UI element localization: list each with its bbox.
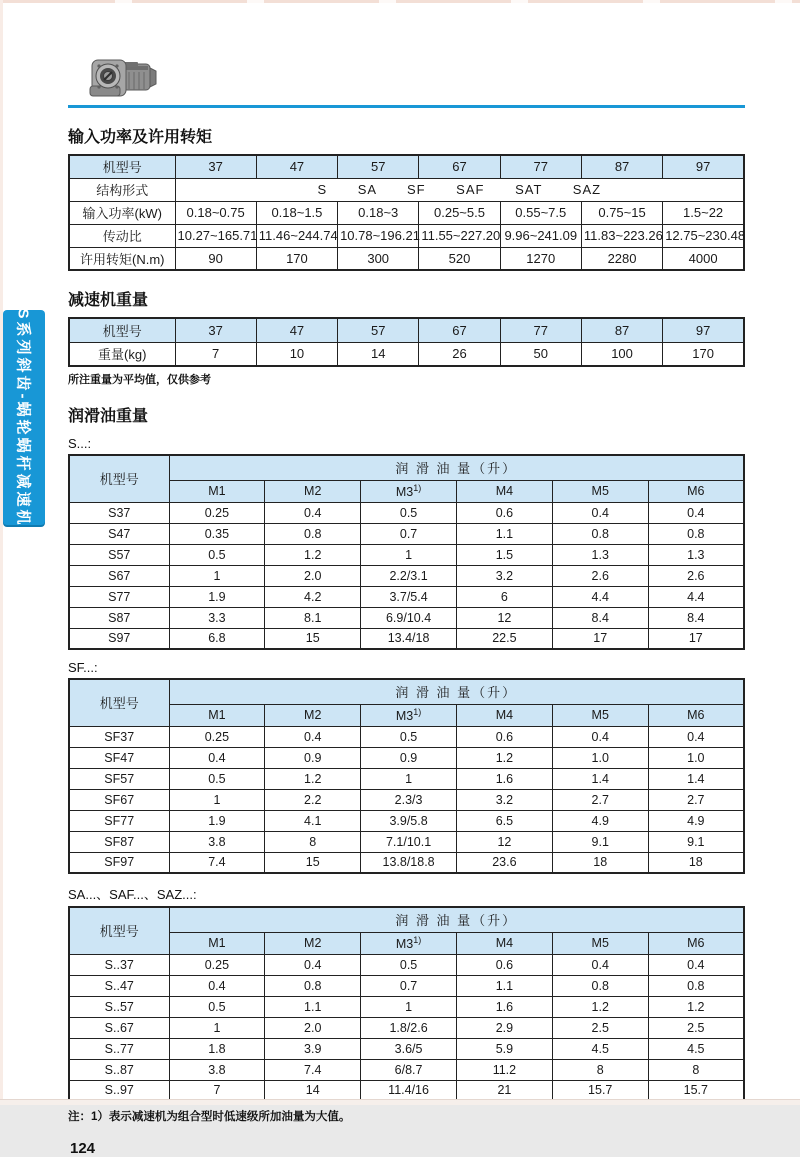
column-header-m1: M1 <box>169 480 265 502</box>
value-cell: 1.2 <box>648 996 744 1017</box>
value-cell: 0.18~3 <box>338 201 419 224</box>
section-title-oil: 润滑油重量 <box>68 408 149 425</box>
value-cell: 8 <box>648 1059 744 1080</box>
value-cell: 11.2 <box>456 1059 552 1080</box>
value-cell: 2.6 <box>552 565 648 586</box>
row-label-cell: SF97 <box>69 852 169 873</box>
value-cell: 0.9 <box>265 747 361 768</box>
section-title-weight: 减速机重量 <box>68 292 149 309</box>
value-cell: 0.6 <box>456 502 552 523</box>
value-cell: 12 <box>456 607 552 628</box>
value-cell: 18 <box>552 852 648 873</box>
table-row <box>69 1017 744 1038</box>
page-header <box>0 0 800 108</box>
gearbox-photo-icon <box>84 54 162 102</box>
value-cell: 0.4 <box>648 502 744 523</box>
row-label-cell: SF87 <box>69 831 169 852</box>
value-cell: 1.4 <box>648 768 744 789</box>
oil-table-label: SA...、SAF...、SAZ...: <box>68 887 197 902</box>
column-header-m6: M6 <box>648 704 744 726</box>
column-header-m2: M2 <box>265 932 361 954</box>
row-label-cell: S..47 <box>69 975 169 996</box>
column-header: 97 <box>663 155 744 178</box>
value-cell: 1 <box>169 565 265 586</box>
value-cell: 1.6 <box>456 996 552 1017</box>
oil-header-group-row <box>69 907 744 932</box>
column-header-m6: M6 <box>648 932 744 954</box>
oil-table <box>68 454 745 650</box>
column-header: 57 <box>338 155 419 178</box>
table-row <box>69 852 744 873</box>
value-cell: 2.2 <box>265 789 361 810</box>
power-table-header-row <box>69 155 744 178</box>
value-cell: 1.2 <box>456 747 552 768</box>
row-label-cell: 传动比 <box>69 224 175 247</box>
table-row <box>69 607 744 628</box>
row-label-cell: 重量(kg) <box>69 342 175 366</box>
bottom-edge-decoration <box>0 1099 800 1105</box>
table-row <box>69 502 744 523</box>
value-cell: 4.4 <box>648 586 744 607</box>
model-column-header: 机型号 <box>69 455 169 502</box>
value-cell: 3.2 <box>456 789 552 810</box>
row-label-cell: S..87 <box>69 1059 169 1080</box>
value-cell: 13.4/18 <box>361 628 457 649</box>
row-label-cell: S..97 <box>69 1080 169 1101</box>
table-row <box>69 789 744 810</box>
value-cell: 3.8 <box>169 1059 265 1080</box>
value-cell: 8.1 <box>265 607 361 628</box>
table-row <box>69 565 744 586</box>
value-cell: 0.7 <box>361 975 457 996</box>
row-label-cell: S77 <box>69 586 169 607</box>
value-cell: 11.46~244.74 <box>256 224 337 247</box>
value-cell: 6.5 <box>456 810 552 831</box>
table-row <box>69 1080 744 1101</box>
page-content <box>0 124 800 1157</box>
value-cell: 4.2 <box>265 586 361 607</box>
value-cell: 1.6 <box>456 768 552 789</box>
column-header-m5: M5 <box>552 932 648 954</box>
value-cell: 23.6 <box>456 852 552 873</box>
row-label-cell: S87 <box>69 607 169 628</box>
oil-quantity-header: 润 滑 油 量（升） <box>169 907 744 932</box>
value-cell: 15 <box>265 852 361 873</box>
table-row <box>69 586 744 607</box>
value-cell: 14 <box>338 342 419 366</box>
row-label-cell: 输入功率(kW) <box>69 201 175 224</box>
value-cell: 1.5 <box>456 544 552 565</box>
value-cell: 0.5 <box>361 726 457 747</box>
value-cell: 15.7 <box>648 1080 744 1101</box>
table-row <box>69 831 744 852</box>
value-cell: 7.1/10.1 <box>361 831 457 852</box>
value-cell: 1 <box>361 544 457 565</box>
value-cell: 0.5 <box>361 502 457 523</box>
value-cell: 0.18~1.5 <box>256 201 337 224</box>
row-label-cell: SF47 <box>69 747 169 768</box>
value-cell: 12 <box>456 831 552 852</box>
value-cell: 26 <box>419 342 500 366</box>
oil-table-label: SF...: <box>68 660 98 675</box>
value-cell: 0.5 <box>361 954 457 975</box>
value-cell: 4.5 <box>552 1038 648 1059</box>
table-row <box>69 224 744 247</box>
column-header: 97 <box>663 318 744 342</box>
value-cell: 1.1 <box>265 996 361 1017</box>
value-cell: 11.83~223.26 <box>581 224 662 247</box>
table-row <box>69 954 744 975</box>
value-cell: 3.2 <box>456 565 552 586</box>
value-cell: 0.4 <box>169 975 265 996</box>
oil-header-group-row <box>69 455 744 480</box>
oil-section <box>68 660 745 874</box>
value-cell: 2.6 <box>648 565 744 586</box>
value-cell: 2.0 <box>265 1017 361 1038</box>
header-rule <box>68 105 745 108</box>
oil-footnote: 注：1）表示减速机为组合型时低速级所加油量为大值。 <box>68 1111 351 1123</box>
value-cell: 3.3 <box>169 607 265 628</box>
value-cell: 1.2 <box>265 544 361 565</box>
value-cell: 15 <box>265 628 361 649</box>
column-header: 47 <box>256 155 337 178</box>
chapter-tab-label: S系列斜齿-蜗轮蜗杆减速机 <box>14 307 32 528</box>
oil-section <box>68 436 745 650</box>
value-cell: 4.9 <box>648 810 744 831</box>
value-cell: 2.9 <box>456 1017 552 1038</box>
value-cell: 11.4/16 <box>361 1080 457 1101</box>
table-row <box>69 628 744 649</box>
page-number: 124 <box>70 1140 96 1157</box>
value-cell: 1 <box>169 789 265 810</box>
oil-section <box>68 884 745 1102</box>
value-cell: 520 <box>419 247 500 270</box>
model-column-header: 机型号 <box>69 679 169 726</box>
column-header: 67 <box>419 318 500 342</box>
value-cell: 0.4 <box>169 747 265 768</box>
column-header-m5: M5 <box>552 480 648 502</box>
value-cell: 3.7/5.4 <box>361 586 457 607</box>
value-cell: 0.25 <box>169 954 265 975</box>
column-header: 37 <box>175 155 256 178</box>
value-cell: 18 <box>648 852 744 873</box>
row-label-cell: SF77 <box>69 810 169 831</box>
value-cell: 7 <box>175 342 256 366</box>
value-cell: 2.5 <box>648 1017 744 1038</box>
column-header: 机型号 <box>69 155 175 178</box>
value-cell: 4.1 <box>265 810 361 831</box>
oil-quantity-header: 润 滑 油 量（升） <box>169 679 744 704</box>
oil-table <box>68 906 745 1102</box>
value-cell: 3.9/5.8 <box>361 810 457 831</box>
value-cell: 1 <box>361 996 457 1017</box>
value-cell: 6.8 <box>169 628 265 649</box>
value-cell: 170 <box>256 247 337 270</box>
chapter-tab <box>3 307 45 528</box>
value-cell: 14 <box>265 1080 361 1101</box>
value-cell: 0.8 <box>265 523 361 544</box>
value-cell: 0.5 <box>169 544 265 565</box>
value-cell: 2280 <box>581 247 662 270</box>
value-cell: 1.5~22 <box>663 201 744 224</box>
value-cell: 1.4 <box>552 768 648 789</box>
table-row <box>69 523 744 544</box>
row-label-cell: S67 <box>69 565 169 586</box>
value-cell: 0.4 <box>265 954 361 975</box>
row-label: 结构形式 <box>69 178 175 201</box>
value-cell: 10 <box>256 342 337 366</box>
value-cell: 0.5 <box>169 768 265 789</box>
value-cell: 1 <box>361 768 457 789</box>
value-cell: 2.5 <box>552 1017 648 1038</box>
value-cell: 7.4 <box>265 1059 361 1080</box>
value-cell: 7 <box>169 1080 265 1101</box>
value-cell: 1.0 <box>552 747 648 768</box>
table-row <box>69 726 744 747</box>
value-cell: 0.4 <box>648 954 744 975</box>
column-header-m2: M2 <box>265 480 361 502</box>
table-row <box>69 975 744 996</box>
value-cell: 0.8 <box>552 975 648 996</box>
weight-table-header-row <box>69 318 744 342</box>
column-header: 77 <box>500 155 581 178</box>
value-cell: 10.27~165.71 <box>175 224 256 247</box>
column-header: 87 <box>581 155 662 178</box>
column-header-m4: M4 <box>456 932 552 954</box>
value-cell: 0.25~5.5 <box>419 201 500 224</box>
value-cell: 5.9 <box>456 1038 552 1059</box>
value-cell: 0.35 <box>169 523 265 544</box>
value-cell: 2.0 <box>265 565 361 586</box>
m3-footnote-marker: 1) <box>413 934 422 945</box>
value-cell: 1.8 <box>169 1038 265 1059</box>
value-cell: 100 <box>581 342 662 366</box>
column-header-m4: M4 <box>456 704 552 726</box>
row-label-cell: S..57 <box>69 996 169 1017</box>
row-label-cell: S..37 <box>69 954 169 975</box>
oil-table <box>68 678 745 874</box>
value-cell: 2.7 <box>552 789 648 810</box>
value-cell: 0.5 <box>169 996 265 1017</box>
table-row <box>69 747 744 768</box>
row-label-cell: SF67 <box>69 789 169 810</box>
value-cell: 1.0 <box>648 747 744 768</box>
value-cell: 10.78~196.21 <box>338 224 419 247</box>
value-cell: 8 <box>552 1059 648 1080</box>
value-cell: 50 <box>500 342 581 366</box>
weight-table <box>68 317 745 367</box>
column-header-m5: M5 <box>552 704 648 726</box>
value-cell: 9.1 <box>648 831 744 852</box>
table-row <box>69 810 744 831</box>
table-row <box>69 342 744 366</box>
value-cell: 0.7 <box>361 523 457 544</box>
value-cell: 1.8/2.6 <box>361 1017 457 1038</box>
value-cell: 12.75~230.48 <box>663 224 744 247</box>
structure-row <box>69 178 744 201</box>
value-cell: 8.4 <box>552 607 648 628</box>
row-label-cell: SF57 <box>69 768 169 789</box>
value-cell: 1.2 <box>552 996 648 1017</box>
value-cell: 170 <box>663 342 744 366</box>
value-cell: 0.75~15 <box>581 201 662 224</box>
value-cell: 1 <box>169 1017 265 1038</box>
value-cell: 8.4 <box>648 607 744 628</box>
column-header-m2: M2 <box>265 704 361 726</box>
column-header: 37 <box>175 318 256 342</box>
model-column-header: 机型号 <box>69 907 169 954</box>
row-label-cell: 许用转矩(N.m) <box>69 247 175 270</box>
row-label-cell: S47 <box>69 523 169 544</box>
column-header: 77 <box>500 318 581 342</box>
row-label-cell: S..67 <box>69 1017 169 1038</box>
value-cell: 15.7 <box>552 1080 648 1101</box>
table-row <box>69 1038 744 1059</box>
value-cell: 6.9/10.4 <box>361 607 457 628</box>
left-edge-decoration <box>0 0 3 1105</box>
column-header: 67 <box>419 155 500 178</box>
value-cell: 0.9 <box>361 747 457 768</box>
column-header-m3 <box>361 704 457 726</box>
oil-header-m-row <box>69 480 744 502</box>
m3-label: M3 <box>395 485 414 500</box>
value-cell: 90 <box>175 247 256 270</box>
value-cell: 1.1 <box>456 523 552 544</box>
oil-quantity-header: 润 滑 油 量（升） <box>169 455 744 480</box>
value-cell: 22.5 <box>456 628 552 649</box>
value-cell: 300 <box>338 247 419 270</box>
value-cell: 0.25 <box>169 502 265 523</box>
value-cell: 7.4 <box>169 852 265 873</box>
table-row <box>69 768 744 789</box>
weight-note: 所注重量为平均值，仅供参考 <box>68 374 211 386</box>
value-cell: 11.55~227.20 <box>419 224 500 247</box>
value-cell: 6/8.7 <box>361 1059 457 1080</box>
m3-footnote-marker: 1) <box>413 706 422 717</box>
oil-header-m-row <box>69 932 744 954</box>
structure-values: S SA SF SAF SAT SAZ <box>175 178 744 201</box>
oil-header-m-row <box>69 704 744 726</box>
value-cell: 0.6 <box>456 726 552 747</box>
value-cell: 1.2 <box>265 768 361 789</box>
value-cell: 3.9 <box>265 1038 361 1059</box>
column-header-m6: M6 <box>648 480 744 502</box>
value-cell: 0.4 <box>552 954 648 975</box>
oil-header-group-row <box>69 679 744 704</box>
value-cell: 17 <box>648 628 744 649</box>
value-cell: 0.18~0.75 <box>175 201 256 224</box>
column-header-m1: M1 <box>169 704 265 726</box>
oil-table-label: S...: <box>68 436 92 451</box>
value-cell: 0.55~7.5 <box>500 201 581 224</box>
column-header: 47 <box>256 318 337 342</box>
value-cell: 4.5 <box>648 1038 744 1059</box>
row-label-cell: SF37 <box>69 726 169 747</box>
column-header-m4: M4 <box>456 480 552 502</box>
value-cell: 2.7 <box>648 789 744 810</box>
value-cell: 6 <box>456 586 552 607</box>
column-header-m1: M1 <box>169 932 265 954</box>
value-cell: 1270 <box>500 247 581 270</box>
value-cell: 2.3/3 <box>361 789 457 810</box>
table-row <box>69 544 744 565</box>
column-header-m3 <box>361 480 457 502</box>
value-cell: 3.8 <box>169 831 265 852</box>
value-cell: 0.8 <box>648 975 744 996</box>
value-cell: 9.1 <box>552 831 648 852</box>
value-cell: 3.6/5 <box>361 1038 457 1059</box>
value-cell: 2.2/3.1 <box>361 565 457 586</box>
value-cell: 17 <box>552 628 648 649</box>
value-cell: 1.1 <box>456 975 552 996</box>
value-cell: 21 <box>456 1080 552 1101</box>
value-cell: 0.4 <box>552 502 648 523</box>
table-row <box>69 247 744 270</box>
column-header: 87 <box>581 318 662 342</box>
value-cell: 8 <box>265 831 361 852</box>
value-cell: 0.8 <box>265 975 361 996</box>
column-header: 57 <box>338 318 419 342</box>
row-label-cell: S97 <box>69 628 169 649</box>
value-cell: 13.8/18.8 <box>361 852 457 873</box>
table-row <box>69 1059 744 1080</box>
table-row <box>69 201 744 224</box>
value-cell: 0.25 <box>169 726 265 747</box>
value-cell: 4.4 <box>552 586 648 607</box>
row-label-cell: S..77 <box>69 1038 169 1059</box>
m3-label: M3 <box>395 937 414 952</box>
section-title-power: 输入功率及许用转矩 <box>68 129 213 146</box>
value-cell: 0.8 <box>552 523 648 544</box>
value-cell: 4000 <box>663 247 744 270</box>
value-cell: 1.3 <box>648 544 744 565</box>
row-label-cell: S37 <box>69 502 169 523</box>
value-cell: 0.6 <box>456 954 552 975</box>
value-cell: 0.8 <box>648 523 744 544</box>
m3-footnote-marker: 1) <box>413 482 422 493</box>
row-label-cell: S57 <box>69 544 169 565</box>
value-cell: 9.96~241.09 <box>500 224 581 247</box>
value-cell: 0.4 <box>552 726 648 747</box>
power-torque-table <box>68 154 745 271</box>
value-cell: 1.3 <box>552 544 648 565</box>
value-cell: 0.4 <box>648 726 744 747</box>
m3-label: M3 <box>395 709 414 724</box>
value-cell: 1.9 <box>169 586 265 607</box>
value-cell: 1.9 <box>169 810 265 831</box>
oil-tables-container <box>68 436 745 1102</box>
table-row <box>69 996 744 1017</box>
value-cell: 0.4 <box>265 726 361 747</box>
column-header-m3 <box>361 932 457 954</box>
column-header: 机型号 <box>69 318 175 342</box>
value-cell: 4.9 <box>552 810 648 831</box>
value-cell: 0.4 <box>265 502 361 523</box>
